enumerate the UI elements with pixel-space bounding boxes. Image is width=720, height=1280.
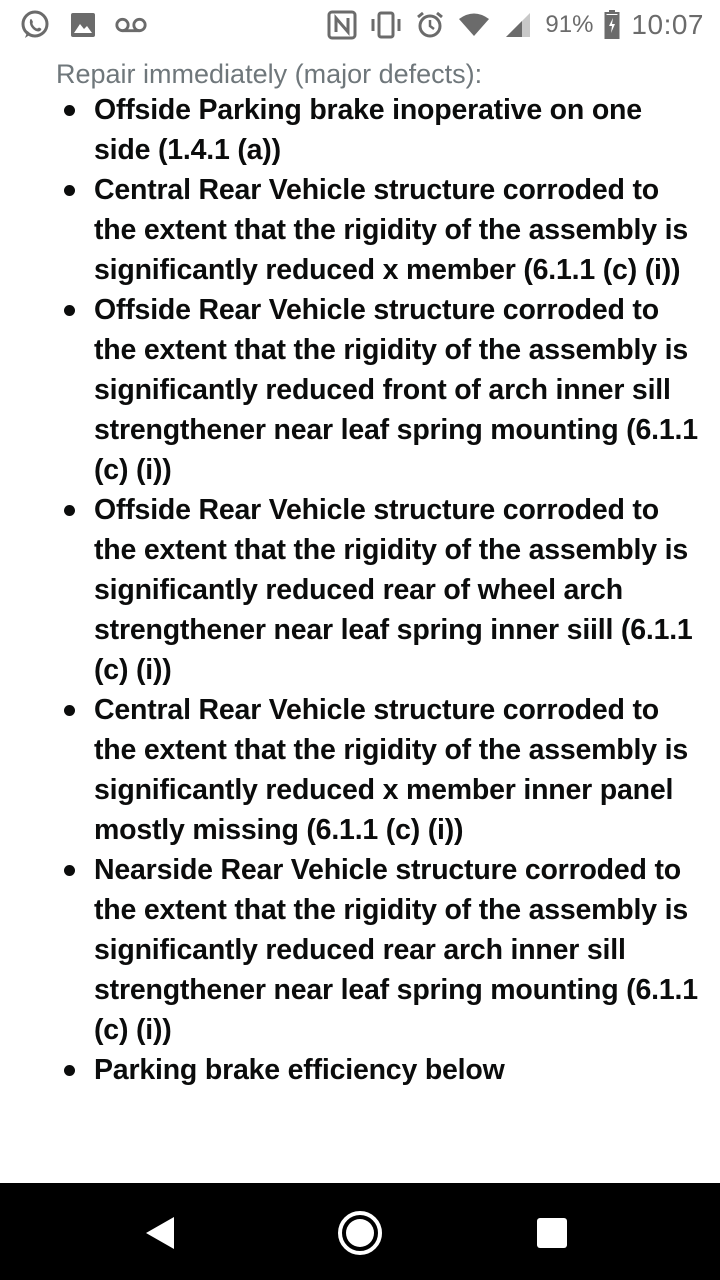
defects-list: [94, 90, 704, 1090]
back-button[interactable]: [130, 1203, 190, 1263]
section-label: Repair immediately (major defects):: [56, 59, 483, 89]
bullet-icon: [64, 1065, 75, 1076]
home-button[interactable]: [330, 1203, 390, 1263]
defect-item: [94, 490, 704, 690]
defect-item: [94, 1050, 704, 1090]
defect-item: [94, 690, 704, 850]
defect-text: Central Rear Vehicle structure corroded to the extent that the rigidity of the assembly is significantly reduced x member inner panel mostly missing (6.1.1 (c) (i)): [94, 694, 688, 846]
bullet-icon: [64, 865, 75, 876]
home-icon: [337, 1210, 383, 1256]
defect-text: Parking brake efficiency below: [94, 1054, 505, 1086]
nfc-icon: [325, 8, 359, 42]
clock: 10:07: [631, 9, 704, 40]
vibrate-icon: [369, 8, 403, 42]
battery-percent: 91%: [545, 11, 594, 38]
recents-icon: [535, 1216, 569, 1250]
defect-text: Offside Rear Vehicle structure corroded to the extent that the rigidity of the assembly is significantly reduced rear of wheel arch strengthener near leaf spring inner siill (6.1.1 (c) (i)): [94, 494, 693, 686]
status-bar: [0, 0, 720, 50]
defect-item: [94, 850, 704, 1050]
status-bar-system: [325, 8, 704, 42]
whatsapp-icon: [18, 8, 52, 42]
bullet-icon: [64, 305, 75, 316]
status-bar-notifications: [18, 8, 148, 42]
defect-text: Offside Parking brake inoperative on one side (1.4.1 (a)): [94, 94, 642, 166]
battery-icon: [603, 8, 621, 42]
navigation-bar: [0, 1183, 720, 1280]
defect-text: Nearside Rear Vehicle structure corroded to the extent that the rigidity of the assembly is significantly reduced rear arch inner sill strengthener near leaf spring mounting (6.1.1 (c) (i)): [94, 854, 698, 1046]
bullet-icon: [64, 505, 75, 516]
signal-icon: [501, 8, 535, 42]
image-icon: [66, 8, 100, 42]
alarm-icon: [413, 8, 447, 42]
wifi-icon: [457, 8, 491, 42]
bullet-icon: [64, 105, 75, 116]
back-icon: [140, 1213, 180, 1253]
recents-button[interactable]: [522, 1203, 582, 1263]
bullet-icon: [64, 185, 75, 196]
page-content[interactable]: [0, 50, 720, 1183]
defect-text: Offside Rear Vehicle structure corroded to the extent that the rigidity of the assembly is significantly reduced front of arch inner sill strengthener near leaf spring mounting (6.1.1 (c) (i)): [94, 294, 698, 486]
voicemail-icon: [114, 8, 148, 42]
defect-text: Central Rear Vehicle structure corroded to the extent that the rigidity of the assembly is significantly reduced x member (6.1.1 (c) (i)): [94, 174, 688, 286]
bullet-icon: [64, 705, 75, 716]
defect-item: [94, 90, 704, 170]
defect-item: [94, 290, 704, 490]
defect-item: [94, 170, 704, 290]
